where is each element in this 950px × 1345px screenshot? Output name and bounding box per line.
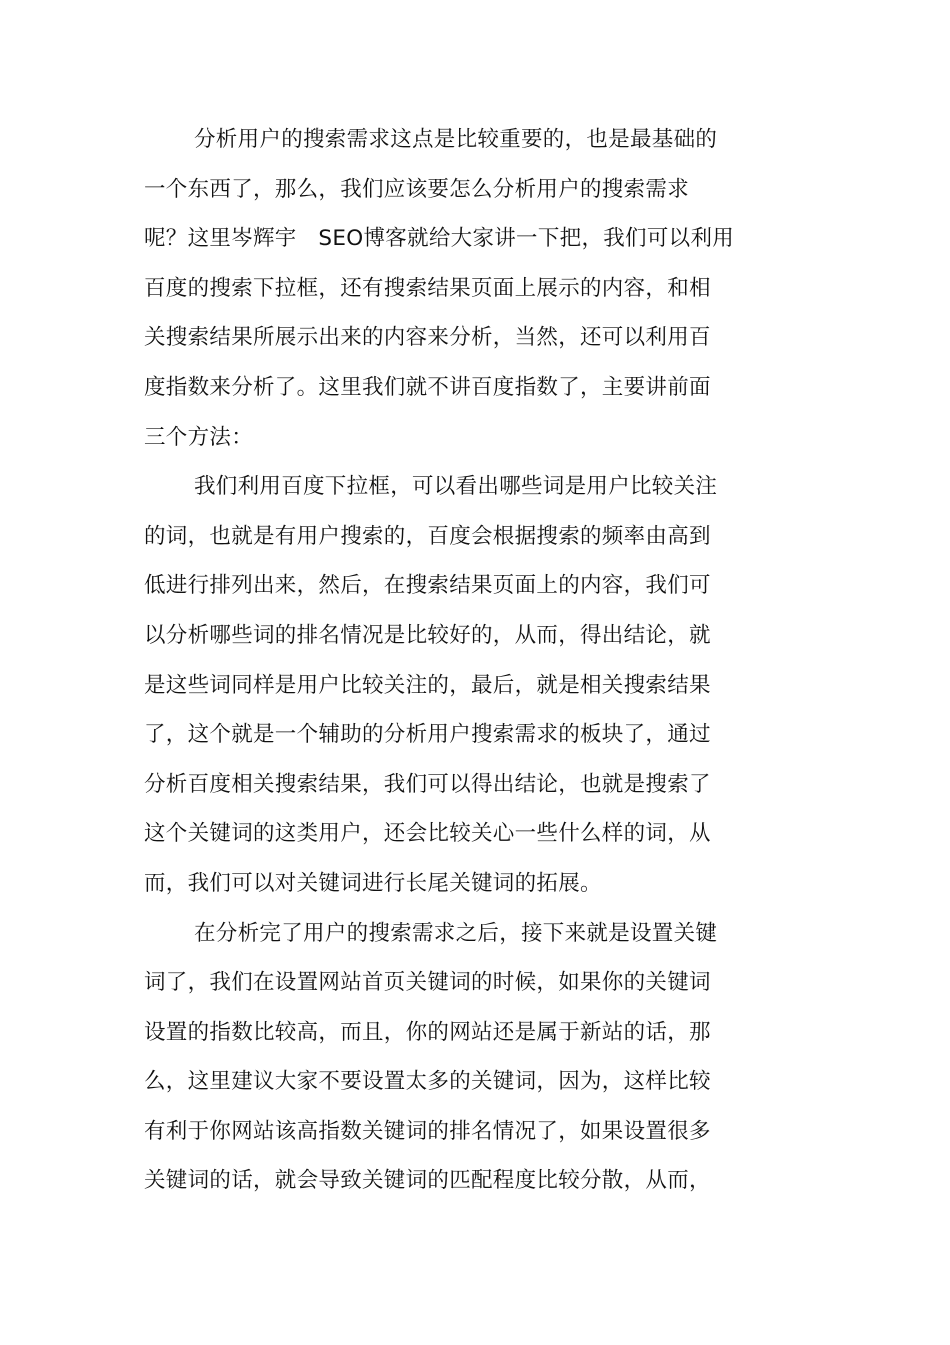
paragraph-1-line-1: 分析用户的搜索需求这点是比较重要的，也是最基础的 — [194, 127, 718, 152]
paragraph-3-line-5: 有利于你网站该高指数关键词的排名情况了，如果设置很多 — [144, 1118, 711, 1144]
paragraph-2-line-5: 是这些词同样是用户比较关注的，最后，就是相关搜索结果 — [144, 672, 711, 698]
paragraph-3-line-2: 词了，我们在设置网站首页关键词的时候，如果你的关键词 — [144, 970, 711, 996]
paragraph-3-line-3: 设置的指数比较高，而且，你的网站还是属于新站的话，那 — [144, 1019, 711, 1045]
paragraph-1-line-3: 呢？这里岑辉宇 SEO博客就给大家讲一下把，我们可以利用 — [144, 226, 735, 252]
paragraph-3-line-1: 在分析完了用户的搜索需求之后，接下来就是设置关键 — [194, 920, 718, 946]
paragraph-2-line-9: 而，我们可以对关键词进行长尾关键词的拓展。 — [144, 870, 602, 896]
paragraph-1-line-7: 三个方法： — [144, 424, 254, 450]
paragraph-2-line-6: 了，这个就是一个辅助的分析用户搜索需求的板块了，通过 — [144, 722, 711, 748]
paragraph-3-line-4: 么，这里建议大家不要设置太多的关键词，因为，这样比较 — [144, 1069, 711, 1095]
paragraph-2-line-2: 的词，也就是有用户搜索的，百度会根据搜索的频率由高到 — [144, 523, 711, 549]
paragraph-2-line-7: 分析百度相关搜索结果，我们可以得出结论，也就是搜索了 — [144, 771, 711, 797]
paragraph-1-line-5: 关搜索结果所展示出来的内容来分析，当然，还可以利用百 — [144, 325, 711, 351]
paragraph-3-line-6: 关键词的话，就会导致关键词的匹配程度比较分散，从而， — [144, 1168, 711, 1194]
paragraph-2-line-8: 这个关键词的这类用户，还会比较关心一些什么样的词，从 — [144, 821, 711, 847]
paragraph-1-line-4: 百度的搜索下拉框，还有搜索结果页面上展示的内容，和相 — [144, 275, 711, 301]
paragraph-1-line-2: 一个东西了，那么，我们应该要怎么分析用户的搜索需求 — [144, 176, 690, 202]
document-body — [144, 115, 784, 1206]
paragraph-2-line-1: 我们利用百度下拉框，可以看出哪些词是用户比较关注 — [194, 474, 718, 500]
paragraph-2-line-4: 以分析哪些词的排名情况是比较好的，从而，得出结论，就 — [144, 622, 711, 648]
paragraph-1-line-6: 度指数来分析了。这里我们就不讲百度指数了，主要讲前面 — [144, 374, 711, 400]
paragraph-2-line-3: 低进行排列出来，然后，在搜索结果页面上的内容，我们可 — [144, 573, 711, 599]
